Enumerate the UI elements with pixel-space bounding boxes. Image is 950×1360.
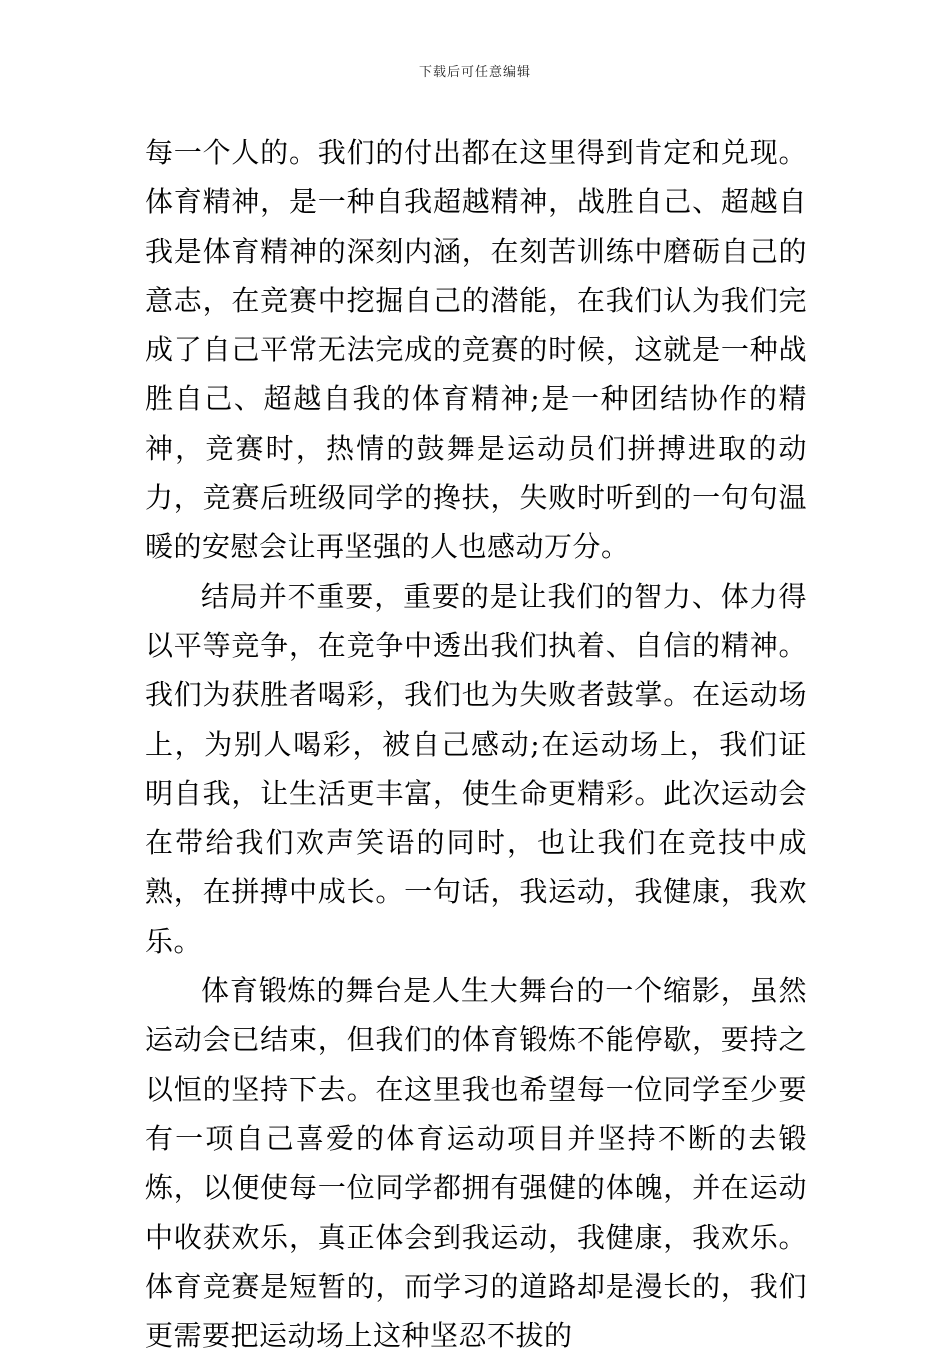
page-header-note: 下载后可任意编辑 xyxy=(418,65,531,80)
paragraph-1: 每一个人的。我们的付出都在这里得到肯定和兑现。体育精神，是一种自我超越精神，战胜自己、超越自我是体育精神的深刻内涵，在刻苦训练中磨砺自己的意志，在竞赛中挖掘自己的潜能，在我们认为我们完成了自己平常无法完成的竞赛的时候，这就是一种战胜自己、超越自我的体育精神;是一种团结协作的精神，竞赛时，热情的鼓舞是运动员们拼搏进取的动力，竞赛后班级同学的搀扶，失败时听到的一句句温暖的安慰会让再坚强的人也感动万分。 xyxy=(145,136,807,564)
paragraph-2: 结局并不重要，重要的是让我们的智力、体力得以平等竞争，在竞争中透出我们执着、自信的精神。我们为获胜者喝彩，我们也为失败者鼓掌。在运动场上，为别人喝彩，被自己感动;在运动场上，我们证明自我，让生活更丰富，使生命更精彩。此次运动会在带给我们欢声笑语的同时，也让我们在竞技中成熟，在拼搏中成长。一句话，我运动，我健康，我欢乐。 xyxy=(145,579,807,958)
paragraph-3: 体育锻炼的舞台是人生大舞台的一个缩影，虽然运动会已结束，但我们的体育锻炼不能停歇，要持之以恒的坚持下去。在这里我也希望每一位同学至少要有一项自己喜爱的体育运动项目并坚持不断的去锻炼，以便使每一位同学都拥有强健的体魄，并在运动中收获欢乐，真正体会到我运动，我健康，我欢乐。体育竞赛是短暂的，而学习的道路却是漫长的，我们更需要把运动场上这种坚忍不拔的 xyxy=(145,974,807,1353)
document-body xyxy=(145,128,807,1360)
